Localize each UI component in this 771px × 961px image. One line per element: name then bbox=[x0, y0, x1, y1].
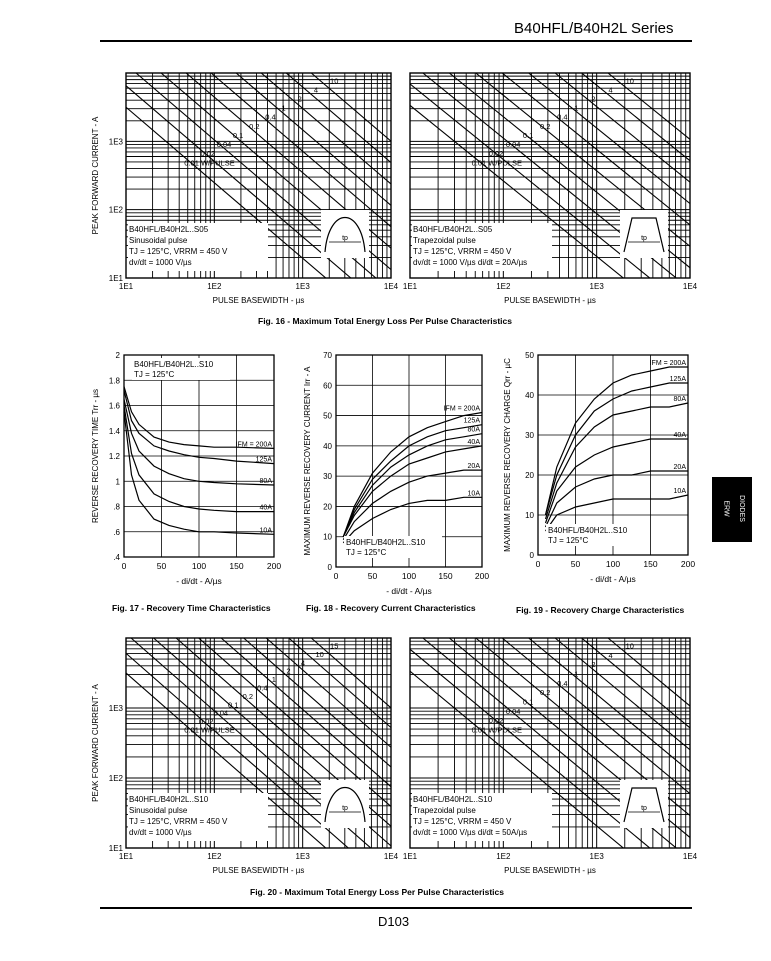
series-line bbox=[343, 413, 482, 537]
energy-label: 0.02 bbox=[488, 149, 504, 159]
fig16-caption: Fig. 16 - Maximum Total Energy Loss Per Pulse Characteristics bbox=[258, 316, 512, 326]
x-tick-label: 1E1 bbox=[402, 282, 418, 291]
series-title: B40HFL/B40H2L Series bbox=[514, 20, 674, 37]
condition-text: dv/dt = 1000 V/µs bbox=[129, 258, 192, 267]
condition-text: dv/dt = 1000 V/µs bbox=[129, 828, 192, 837]
series-line bbox=[343, 446, 482, 537]
series-line bbox=[343, 470, 482, 540]
energy-label: 1 bbox=[271, 675, 276, 685]
x-tick-label: 50 bbox=[570, 559, 581, 569]
y-tick-label: 1E2 bbox=[108, 205, 123, 215]
x-tick-label: 1E3 bbox=[589, 282, 604, 291]
waveform-bg bbox=[620, 780, 668, 828]
energy-label: 10 bbox=[625, 76, 634, 86]
y-tick-label: 30 bbox=[323, 472, 332, 482]
condition-text: TJ = 125°C bbox=[346, 548, 387, 557]
x-tick-label: 1E2 bbox=[496, 852, 511, 861]
energy-label: 0.4 bbox=[557, 678, 568, 688]
series-label: 125A bbox=[669, 376, 686, 383]
x-tick-label: 200 bbox=[474, 571, 490, 581]
energy-label: 0.04 bbox=[505, 140, 521, 150]
tp-label: tp bbox=[342, 805, 348, 812]
condition-text: B40HFL/B40H2L..S10 bbox=[129, 795, 209, 804]
x-tick-label: 100 bbox=[401, 571, 417, 581]
condition-text: B40HFL/B40H2L..S10 bbox=[548, 526, 628, 535]
x-tick-label: 200 bbox=[266, 561, 282, 571]
x-tick-label: 50 bbox=[156, 561, 167, 571]
y-axis-label: MAXIMUM REVERSE RECOVERY CURRENT Irr - A bbox=[303, 366, 312, 556]
y-tick-label: 1.2 bbox=[108, 452, 120, 461]
y-tick-label: 1E1 bbox=[108, 844, 123, 853]
energy-label: 1 bbox=[574, 103, 579, 113]
x-tick-label: 100 bbox=[191, 561, 207, 571]
energy-label: 0.04 bbox=[216, 140, 232, 150]
series-label: IFM = 200A bbox=[443, 405, 480, 413]
series-label: 80A bbox=[673, 396, 686, 403]
series-label: 125A bbox=[255, 456, 272, 464]
series-line bbox=[546, 403, 689, 519]
energy-label: 0.4 bbox=[265, 112, 276, 122]
condition-text: B40HFL/B40H2L..S10 bbox=[346, 538, 426, 547]
energy-label: 0.02 bbox=[200, 149, 216, 159]
y-tick-label: 1.4 bbox=[108, 426, 120, 436]
x-tick-label: 1E1 bbox=[118, 852, 134, 861]
chart-fig16-right bbox=[398, 60, 703, 310]
x-tick-label: 1E4 bbox=[383, 282, 399, 291]
series-label: 10A bbox=[259, 527, 272, 535]
energy-label: 0.1 bbox=[228, 700, 239, 710]
side-tab-line2: DIODES bbox=[737, 495, 745, 522]
condition-text: B40HFL/B40H2L..S05 bbox=[413, 225, 493, 234]
y-axis-label: REVERSE RECOVERY TIME Trr - µs bbox=[91, 389, 100, 523]
y-tick-label: 20 bbox=[525, 471, 534, 480]
y-tick-label: 1.8 bbox=[108, 376, 120, 386]
chart-fig20-left bbox=[88, 630, 398, 885]
energy-label: 4 bbox=[313, 85, 319, 95]
chart-fig18 bbox=[300, 345, 500, 596]
energy-label: 2 bbox=[591, 94, 596, 104]
series-label: 40A bbox=[467, 438, 480, 446]
condition-text: Trapezoidal pulse bbox=[413, 236, 476, 245]
series-label: 20A bbox=[673, 464, 686, 471]
energy-label: 0.02 bbox=[488, 716, 504, 726]
series-label: 10A bbox=[467, 490, 480, 498]
x-tick-label: 1E3 bbox=[295, 282, 310, 291]
y-tick-label: 10 bbox=[525, 511, 534, 520]
energy-label: 2 bbox=[591, 660, 596, 670]
x-tick-label: 1E1 bbox=[118, 282, 134, 291]
energy-label: 0.01 W/PULSE bbox=[184, 725, 235, 735]
y-tick-label: 1.6 bbox=[108, 401, 120, 411]
energy-label: 0.2 bbox=[242, 691, 254, 701]
y-tick-label: 50 bbox=[525, 351, 534, 360]
x-tick-label: 1E4 bbox=[682, 852, 698, 861]
x-tick-label: 0 bbox=[121, 561, 127, 571]
condition-text: TJ = 125°C, VRRM = 450 V bbox=[413, 247, 512, 256]
condition-text: dv/dt = 1000 V/µs di/dt = 50A/µs bbox=[413, 828, 528, 837]
condition-text: TJ = 125°C, VRRM = 450 V bbox=[129, 247, 228, 256]
condition-text: B40HFL/B40H2L..S05 bbox=[129, 225, 209, 234]
energy-label: 0.01 W/PULSE bbox=[471, 158, 523, 168]
energy-label: 0.1 bbox=[522, 130, 534, 140]
x-tick-label: 150 bbox=[643, 559, 658, 569]
y-tick-label: .4 bbox=[113, 553, 120, 562]
energy-label: 10 bbox=[625, 641, 634, 651]
waveform-bg bbox=[620, 210, 668, 258]
x-axis-label: PULSE BASEWIDTH - µs bbox=[504, 296, 596, 305]
condition-text: Sinusoidal pulse bbox=[129, 236, 188, 245]
y-tick-label: 1E3 bbox=[108, 137, 123, 147]
chart-fig19 bbox=[500, 345, 705, 590]
energy-label: 0.01 W/PULSE bbox=[471, 725, 523, 735]
condition-text: B40HFL/B40H2L..S10 bbox=[134, 360, 214, 369]
fig19-caption: Fig. 19 - Recovery Charge Characteristics bbox=[516, 605, 685, 615]
y-tick-label: 1E2 bbox=[108, 774, 123, 783]
condition-text: Sinusoidal pulse bbox=[129, 806, 188, 815]
chart-fig20-right bbox=[398, 630, 703, 885]
condition-text: dv/dt = 1000 V/µs di/dt = 20A/µs bbox=[413, 258, 528, 267]
y-tick-label: 1 bbox=[115, 477, 120, 487]
x-tick-label: 1E2 bbox=[207, 852, 222, 861]
condition-text: TJ = 125°C, VRRM = 450 V bbox=[129, 817, 228, 826]
series-label: IFM = 200A bbox=[235, 441, 272, 449]
series-line bbox=[546, 367, 689, 515]
energy-label: 0.2 bbox=[249, 121, 260, 131]
energy-label: 0.04 bbox=[213, 708, 229, 718]
y-tick-label: 0 bbox=[529, 551, 534, 560]
x-tick-label: 150 bbox=[438, 571, 453, 581]
energy-label: 0.02 bbox=[198, 717, 214, 727]
energy-label: 10 bbox=[315, 649, 324, 659]
y-axis-label: PEAK FORWARD CURRENT - A bbox=[91, 684, 100, 802]
y-tick-label: 0 bbox=[327, 563, 332, 572]
y-tick-label: 2 bbox=[115, 351, 120, 360]
x-tick-label: 50 bbox=[367, 571, 378, 581]
series-label: 10A bbox=[673, 488, 686, 495]
x-axis-label: PULSE BASEWIDTH - µs bbox=[504, 866, 596, 875]
x-axis-label: PULSE BASEWIDTH - µs bbox=[212, 866, 305, 875]
energy-label: 1 bbox=[574, 669, 579, 679]
tp-label: tp bbox=[641, 235, 647, 242]
series-line bbox=[343, 497, 482, 543]
y-tick-label: 10 bbox=[323, 532, 332, 542]
series-label: 125A bbox=[463, 417, 480, 425]
page-number: D103 bbox=[378, 914, 410, 929]
x-tick-label: 1E2 bbox=[207, 282, 222, 291]
fig20-caption: Fig. 20 - Maximum Total Energy Loss Per Pulse Characteristics bbox=[250, 887, 504, 897]
condition-text: B40HFL/B40H2L..S10 bbox=[413, 795, 493, 804]
energy-label: 2 bbox=[286, 666, 291, 676]
condition-text: Trapezoidal pulse bbox=[413, 806, 476, 815]
x-tick-label: 150 bbox=[229, 561, 244, 571]
energy-label: 4 bbox=[300, 658, 306, 668]
energy-label: 15 bbox=[330, 641, 339, 651]
x-tick-label: 200 bbox=[680, 559, 696, 569]
x-axis-label: - di/dt - A/µs bbox=[590, 574, 636, 584]
chart-fig16-left bbox=[88, 60, 398, 310]
x-tick-label: 1E3 bbox=[589, 852, 604, 861]
x-tick-label: 1E3 bbox=[295, 852, 310, 861]
energy-label: 0.1 bbox=[232, 130, 244, 140]
y-axis-label: PEAK FORWARD CURRENT - A bbox=[91, 116, 100, 235]
energy-label: 4 bbox=[608, 85, 613, 95]
footer-rule bbox=[100, 907, 692, 909]
chart-fig17 bbox=[88, 345, 293, 590]
y-tick-label: 30 bbox=[525, 431, 534, 440]
tp-label: tp bbox=[641, 805, 647, 812]
series-label: 80A bbox=[259, 478, 272, 486]
energy-label: 1 bbox=[281, 103, 286, 113]
energy-label: 4 bbox=[608, 650, 613, 660]
y-axis-label: MAXIMUM REVERSE RECOVERY CHARGE Qrr - µC bbox=[503, 358, 512, 552]
y-tick-label: 70 bbox=[323, 351, 332, 360]
x-tick-label: 100 bbox=[605, 559, 621, 569]
x-tick-label: 1E4 bbox=[383, 852, 399, 861]
energy-label: 0.1 bbox=[522, 697, 534, 707]
y-tick-label: 40 bbox=[323, 441, 332, 451]
x-tick-label: 0 bbox=[333, 571, 339, 581]
y-tick-label: 20 bbox=[323, 502, 332, 512]
series-label: 40A bbox=[259, 504, 272, 512]
series-label: IFM = 200A bbox=[649, 360, 686, 367]
energy-label: 0.04 bbox=[505, 706, 521, 716]
x-tick-label: 0 bbox=[535, 559, 541, 569]
series-line bbox=[546, 383, 689, 515]
fig18-caption: Fig. 18 - Recovery Current Characteristics bbox=[306, 603, 476, 613]
energy-label: 0.2 bbox=[540, 121, 551, 131]
energy-label: 0.4 bbox=[257, 683, 268, 693]
energy-label: 0.2 bbox=[540, 688, 551, 698]
y-tick-label: 50 bbox=[323, 411, 332, 421]
series-label: 40A bbox=[673, 432, 686, 439]
energy-label: 0.01 W/PULSE bbox=[184, 158, 235, 168]
x-axis-label: - di/dt - A/µs bbox=[176, 576, 222, 586]
y-tick-label: 40 bbox=[525, 391, 534, 400]
y-tick-label: .8 bbox=[113, 502, 120, 512]
condition-text: TJ = 125°C bbox=[548, 536, 589, 545]
series-label: 80A bbox=[467, 426, 480, 434]
side-tab-line1: ERW bbox=[722, 500, 730, 517]
y-tick-label: .6 bbox=[113, 527, 120, 537]
y-tick-label: 1E3 bbox=[108, 704, 123, 713]
x-axis-label: - di/dt - A/µs bbox=[386, 586, 432, 596]
condition-text: TJ = 125°C bbox=[134, 370, 175, 379]
condition-text: TJ = 125°C, VRRM = 450 V bbox=[413, 817, 512, 826]
y-tick-label: 60 bbox=[323, 381, 332, 391]
series-label: 20A bbox=[467, 463, 480, 471]
x-tick-label: 1E2 bbox=[496, 282, 511, 291]
y-tick-label: 1E1 bbox=[108, 274, 123, 283]
energy-label: 2 bbox=[297, 94, 302, 104]
x-tick-label: 1E4 bbox=[682, 282, 698, 291]
fig17-caption: Fig. 17 - Recovery Time Characteristics bbox=[112, 603, 271, 613]
energy-label: 10 bbox=[330, 76, 339, 86]
header-rule bbox=[100, 40, 692, 42]
x-tick-label: 1E1 bbox=[402, 852, 418, 861]
side-tab bbox=[712, 477, 752, 542]
energy-label: 0.4 bbox=[557, 112, 568, 122]
x-axis-label: PULSE BASEWIDTH - µs bbox=[212, 296, 305, 305]
tp-label: tp bbox=[342, 235, 348, 242]
